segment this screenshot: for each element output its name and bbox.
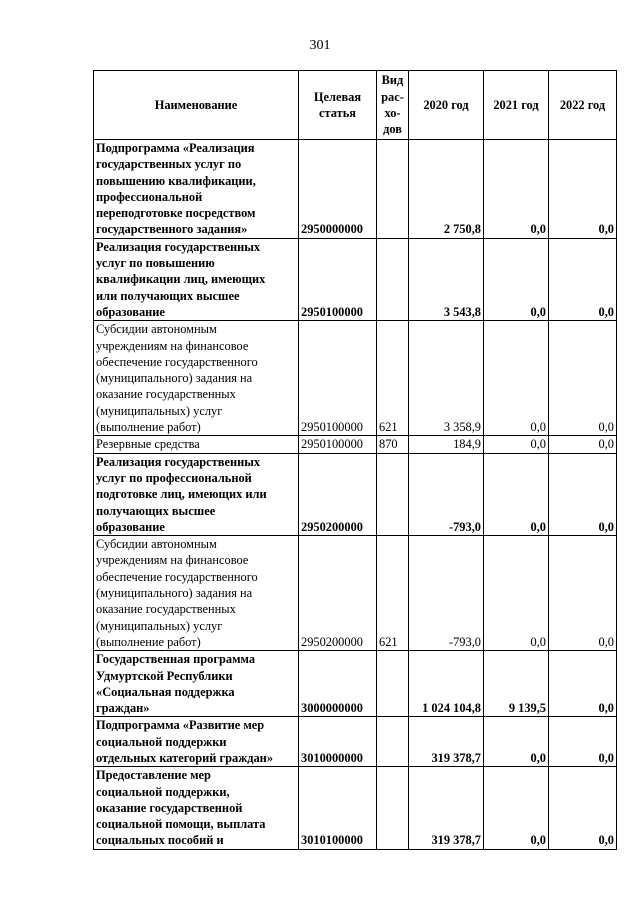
row-name-line: социальных пособий и [96,833,224,848]
header-type-line: рас- [381,89,404,104]
row-target-code: 2950200000 [299,453,377,535]
row-name-line: профессиональной [96,189,203,204]
row-value-2021: 9 139,5 [484,651,549,717]
row-name-line: повышению квалификации, [96,173,256,188]
row-name-line: отдельных категорий граждан» [96,750,274,765]
row-value-2021: 0,0 [484,536,549,651]
row-expense-type [377,453,409,535]
row-name-line: (выполнение работ) [96,420,201,435]
row-name-line: Реализация государственных [96,239,261,254]
row-value-2020: 3 358,9 [409,321,484,436]
row-name-line: Предоставление мер [96,768,211,783]
row-name-line: социальной поддержки [96,734,227,749]
row-name [94,238,299,320]
row-value-2022: 0,0 [549,717,617,767]
row-value-2022: 0,0 [549,321,617,436]
row-expense-type [377,238,409,320]
row-name-line: Субсидии автономным [96,322,217,337]
row-name-line: подготовке лиц, имеющих или [96,487,267,502]
budget-table [93,70,617,850]
table-row [94,453,617,535]
row-value-2020: -793,0 [409,536,484,651]
row-value-2020: -793,0 [409,453,484,535]
row-value-2022: 0,0 [549,767,617,849]
row-value-2022: 0,0 [549,651,617,717]
row-name-line: (муниципального) задания на [96,371,253,386]
table-row [94,717,617,767]
row-name-line: «Социальная поддержка [96,684,235,699]
row-name-line: обеспечение государственного [96,569,258,584]
header-name: Наименование [94,71,299,140]
row-expense-type: 870 [377,436,409,453]
row-name-line: или получающих высшее [96,288,240,303]
row-name-line: социальной поддержки, [96,784,230,799]
row-target-code: 3010100000 [299,767,377,849]
row-name-line: Субсидии автономным [96,537,217,552]
row-name-line: государственных услуг по [96,157,242,172]
header-2021: 2021 год [484,71,549,140]
row-expense-type [377,651,409,717]
row-name-line: граждан» [96,701,150,716]
row-name-line: оказание государственных [96,387,236,402]
row-name-line: получающих высшее [96,503,216,518]
header-type-line: Вид [381,73,404,88]
header-type-line: дов [383,122,402,137]
row-name-line: (муниципальных) услуг [96,618,223,633]
header-target: Целевая статья [299,71,377,140]
row-name-line: образование [96,519,165,534]
row-value-2021: 0,0 [484,436,549,453]
row-value-2021: 0,0 [484,453,549,535]
row-name-line: Удмуртской Республики [96,668,233,683]
row-expense-type [377,717,409,767]
table-row [94,767,617,849]
row-value-2021: 0,0 [484,238,549,320]
table-row [94,321,617,436]
row-name [94,651,299,717]
row-value-2022: 0,0 [549,140,617,239]
header-2020: 2020 год [409,71,484,140]
row-name-line: (муниципального) задания на [96,586,253,601]
row-name [94,436,299,453]
row-expense-type: 621 [377,321,409,436]
row-expense-type [377,140,409,239]
row-name-line: оказание государственной [96,800,243,815]
row-expense-type: 621 [377,536,409,651]
header-type [377,71,409,140]
row-target-code: 2950000000 [299,140,377,239]
row-name-line: (выполнение работ) [96,634,201,649]
row-name [94,767,299,849]
row-target-code: 2950200000 [299,536,377,651]
row-name [94,536,299,651]
row-name-line: Подпрограмма «Реализация [96,141,255,155]
row-name-line: учреждениям на финансовое [96,553,249,568]
row-value-2020: 319 378,7 [409,767,484,849]
row-name-line: Резервные средства [96,437,200,452]
row-name-line: учреждениям на финансовое [96,338,249,353]
row-value-2021: 0,0 [484,140,549,239]
row-name-line: услуг по профессиональной [96,470,252,485]
header-2022: 2022 год [549,71,617,140]
row-value-2020: 319 378,7 [409,717,484,767]
row-name-line: услуг по повышению [96,256,215,271]
row-name [94,717,299,767]
table-row [94,536,617,651]
row-value-2022: 0,0 [549,453,617,535]
row-name-line: государственного задания» [96,222,248,237]
row-value-2022: 0,0 [549,436,617,453]
row-name-line: оказание государственных [96,602,236,617]
table-body [94,140,617,850]
row-value-2020: 2 750,8 [409,140,484,239]
row-value-2021: 0,0 [484,717,549,767]
row-target-code: 2950100000 [299,321,377,436]
row-target-code: 2950100000 [299,238,377,320]
row-value-2020: 1 024 104,8 [409,651,484,717]
row-target-code: 3000000000 [299,651,377,717]
row-value-2021: 0,0 [484,767,549,849]
row-value-2022: 0,0 [549,536,617,651]
row-name-line: Реализация государственных [96,454,261,469]
row-name [94,453,299,535]
row-name-line: обеспечение государственного [96,354,258,369]
row-name-line: (муниципальных) услуг [96,403,223,418]
table-row [94,238,617,320]
header-row [94,71,617,140]
table-row [94,436,617,453]
page-number: 301 [309,38,331,53]
header-type-line: хо- [384,106,401,120]
row-name-line: социальной помощи, выплата [96,817,266,832]
row-name-line: Подпрограмма «Развитие мер [96,718,265,733]
row-name-line: Государственная программа [96,652,256,667]
row-value-2020: 184,9 [409,436,484,453]
table-row [94,140,617,239]
row-value-2020: 3 543,8 [409,238,484,320]
table-row [94,651,617,717]
row-target-code: 2950100000 [299,436,377,453]
row-name [94,321,299,436]
row-value-2022: 0,0 [549,238,617,320]
row-name-line: квалификации лиц, имеющих [96,272,266,287]
row-name-line: образование [96,304,165,319]
row-target-code: 3010000000 [299,717,377,767]
row-name-line: переподготовке посредством [96,206,256,221]
row-name [94,140,299,239]
row-value-2021: 0,0 [484,321,549,436]
row-expense-type [377,767,409,849]
